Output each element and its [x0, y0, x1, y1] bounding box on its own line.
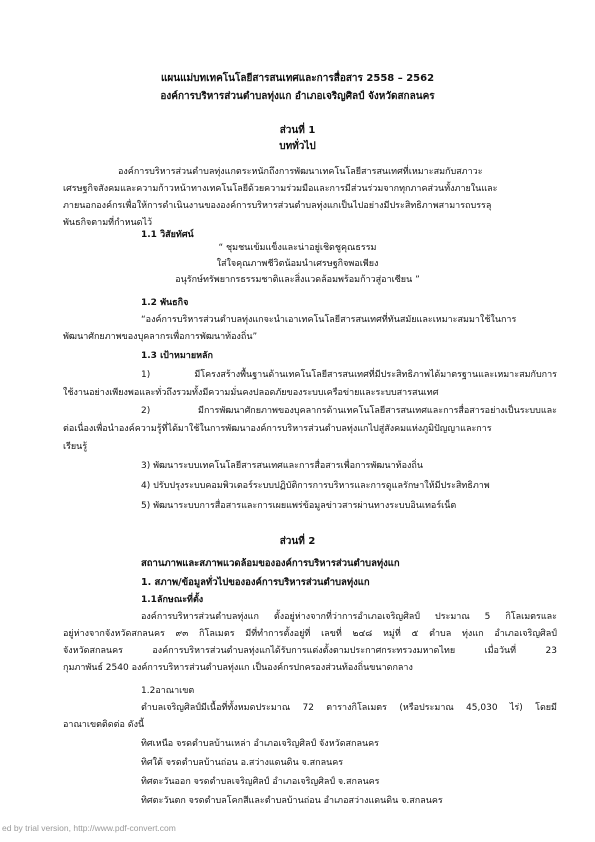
vision-heading: 1.1 วิสัยทัศน์ [141, 230, 194, 240]
intro-line-1: องค์การบริหารส่วนตำบลทุ่งแกตระหนักถึงการพัฒนาเทคโนโลยีสารสนเทศที่เหมาะสมกับสภาวะ [118, 167, 483, 177]
intro-line-3: ภายนอกองค์กรเพื่อให้การดำเนินงานขององค์การบริหารส่วนตำบลทุ่งแกเป็นไปอย่างมีประสิทธิภาพสามารถบรรลุ [63, 201, 492, 211]
goal-line-4: ต่อเนื่องเพื่อนำองค์ความรู้ที่ได้มาใช้ในการพัฒนาองค์การบริหารส่วนตำบลทุ่งแกไปสู่สังคมแห่งภูมิปัญญาและการ [63, 424, 492, 434]
part1-heading: ส่วนที่ 1 [279, 125, 316, 136]
border-west: ทิศตะวันตก จรดตำบลโคกสีและตำบลบ้านถ่อน อำเภอสว่างแดนดิน จ.สกลนคร [141, 796, 443, 806]
mission-line-1: “องค์การบริหารส่วนตำบลทุ่งแกจะนำเอาเทคโนโลยีสารสนเทศที่ทันสมัยและเหมาะสมมาใช้ในการ [141, 315, 517, 325]
part2-title: สถานภาพและสภาพแวดล้อมขององค์การบริหารส่วนตำบลทุ่งแก [141, 558, 400, 569]
intro-line-4: พันธกิจตามที่กำหนดไว้ [63, 218, 153, 228]
intro-line-2: เศรษฐกิจสังคมและความก้าวหน้าทางเทคโนโลยีด้วยความร่วมมือและการมีส่วนร่วมจากทุกภาคส่วนทั้งภายในและ [63, 184, 498, 194]
goal-line-8: 5) พัฒนาระบบการสื่อสารและการเผยแพร่ข้อมูลข่าวสารผ่านทางระบบอินเทอร์เน็ต [141, 501, 457, 511]
document-subtitle: องค์การบริหารส่วนตำบลทุ่งแก อำเภอเจริญศิลป์ จังหวัดสกลนคร [160, 91, 435, 102]
border-east: ทิศตะวันออก จรดตำบลเจริญศิลป์ อำเภอเจริญศิลป์ จ.สกลนคร [141, 777, 380, 787]
goal-line-7: 4) ปรับปรุงระบบคอมพิวเตอร์ระบบปฏิบัติการการบริหารและการดูแลรักษาให้มีประสิทธิภาพ [141, 481, 490, 491]
goal-line-1: 1) มีโครงสร้างพื้นฐานด้านเทคโนโลยีสารสนเทศที่มีประสิทธิภาพได้มาตรฐานและเหมาะสมกับการ [141, 370, 557, 380]
mission-heading: 1.2 พันธกิจ [141, 298, 189, 308]
border-north: ทิศเหนือ จรดตำบลบ้านเหล่า อำเภอเจริญศิลป์ จังหวัดสกลนคร [141, 739, 379, 749]
part2-heading: ส่วนที่ 2 [279, 536, 316, 547]
area-line-1: ตำบลเจริญศิลป์มีเนื้อที่ทั้งหมดประมาณ 72 ตารางกิโลเมตร (หรือประมาณ 45,030 ไร่) โดยมี [141, 703, 557, 713]
section1-heading: 1. สภาพ/ข้อมูลทั่วไปขององค์การบริหารส่วนตำบลทุ่งแก [141, 577, 370, 588]
goal-line-5: เรียนรู้ [63, 442, 88, 452]
document-title: แผนแม่บทเทคโนโลยีสารสนเทศและการสื่อสาร 2558 – 2562 [160, 73, 435, 84]
trial-watermark: ed by trial version, http://www.pdf-convert.com [2, 823, 176, 833]
mission-line-2: พัฒนาศักยภาพของบุคลากรเพื่อการพัฒนาท้องถิ่น” [63, 332, 258, 342]
part1-title: บททั่วไป [279, 141, 316, 152]
border-south: ทิศใต้ จรดตำบลบ้านถ่อน อ.สว่างแดนดิน จ.สกลนคร [141, 758, 344, 768]
vision-line-3: อนุรักษ์ทรัพยากรธรรมชาติและสิ่งแวดล้อมพร้อมก้าวสู่อาเซียน ” [175, 275, 420, 285]
vision-line-2: ใส่ใจคุณภาพชีวิตน้อมนำเศรษฐกิจพอเพียง [216, 259, 379, 269]
location-heading: 1.1ลักษณะที่ตั้ง [141, 595, 204, 605]
goal-line-2: ใช้งานอย่างเพียงพอและทั่วถึงรวมทั้งมีความมั่นคงปลอดภัยของระบบเครือข่ายและระบบสารสนเทศ [63, 388, 439, 398]
goals-heading: 1.3 เป้าหมายหลัก [141, 351, 214, 361]
vision-line-1: “ ชุมชนเข้มแข็งและน่าอยู่เชิดชูคุณธรรม [218, 243, 377, 253]
location-line-3: จังหวัดสกลนคร องค์การบริหารส่วนตำบลทุ่งแกได้รับการแต่งตั้งตามประกาศกระทรวงมหาดไทย เมื่อวันที่ 23 [63, 646, 557, 656]
location-line-1: องค์การบริหารส่วนตำบลทุ่งแก ตั้งอยู่ห่างจากที่ว่าการอำเภอเจริญศิลป์ ประมาณ 5 กิโลเมตรและ [141, 612, 557, 622]
area-heading: 1.2อาณาเขต [141, 686, 195, 696]
goal-line-6: 3) พัฒนาระบบเทคโนโลยีสารสนเทศและการสื่อสารเพื่อการพัฒนาท้องถิ่น [141, 461, 423, 471]
location-line-2: อยู่ห่างจากจังหวัดสกลนคร ๙๓ กิโลเมตร มีที่ทำการตั้งอยู่ที่ เลขที่ ๒๔๘ หมู่ที่ ๕ ตำบล ทุ่งแก อำเภอเจริญศิลป์ [63, 629, 557, 639]
location-line-4: กุมภาพันธ์ 2540 องค์การบริหารส่วนตำบลทุ่งแก เป็นองค์กรปกครองส่วนท้องถิ่นขนาดกลาง [63, 663, 413, 673]
area-line-2: อาณาเขตติดต่อ ดังนี้ [63, 720, 145, 730]
goal-line-3: 2) มีการพัฒนาศักยภาพของบุคลากรด้านเทคโนโลยีสารสนเทศและการสื่อสารอย่างเป็นระบบและ [141, 406, 557, 416]
